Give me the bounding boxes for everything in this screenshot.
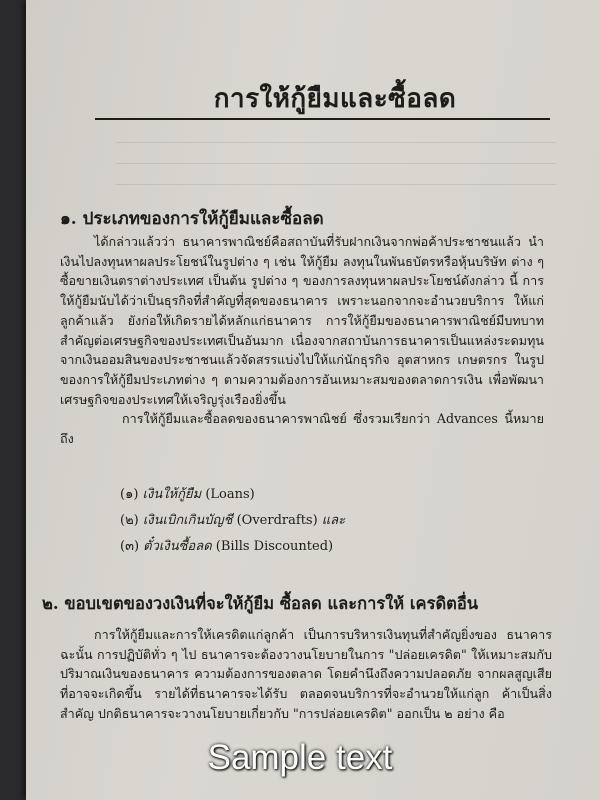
item-thai-term: ตั๋วเงินซื้อลด — [143, 539, 212, 554]
section-1-heading: ๑. ประเภทของการให้กู้ยืมและซื้อลด — [60, 209, 324, 229]
item-number: (๑) — [120, 487, 139, 502]
advance-type-item-1 — [120, 483, 255, 504]
title-underline — [95, 118, 550, 120]
item-thai-term: เงินเบิกเกินบัญชี — [142, 513, 233, 528]
item-english-term: (Bills Discounted) — [215, 539, 334, 554]
advance-type-item-2 — [120, 509, 345, 530]
section-2-paragraph: การให้กู้ยืมและการให้เครดิตแก่ลูกค้า เป็นการบริหารเงินทุนที่สำคัญยิ่งของ ธนาคาร ฉะนั้น การปฏิบัติทั่ว ๆ ไป ธนาคารจะต้องวางนโยบายในการ "ปล่อยเครดิต" ให้เหมาะสมกับปริมาณเงินของธนาคาร ความต้องการของตลาด โดยคำนึงถึงความปลอดภัย จากผลสูญเสียที่อาจจะเกิดขึ้น รายได้ที่ธนาคารจะได้รับ ตลอดจนบริการที่จะอำนวยให้แก่ลูก ค้าเป็นสิ่งสำคัญ ปกติธนาคารจะวางนโยบายเกี่ยวกับ "การปล่อยเครดิต" ออกเป็น ๒ อย่าง คือ — [60, 627, 552, 721]
item-number: (๓) — [120, 539, 140, 554]
section-1-intro-line: การให้กู้ยืมและซื้อลดของธนาคารพาณิชย์ ซึ่งรวมเรียกว่า Advances นี้หมายถึง — [60, 411, 544, 447]
section-1-paragraph: ได้กล่าวแล้วว่า ธนาคารพาณิชย์คือสถาบันที่รับฝากเงินจากพ่อค้าประชาชนแล้ว นำเงินไปลงทุนหาผลประโยชน์ในรูปต่าง ๆ เช่น ให้กู้ยืม ลงทุนในพันธบัตรหรือหุ้นบริษัท ต่าง ๆ ซื้อขายเงินตราต่างประเทศ เป็นต้น รูปต่าง ๆ ของการลงทุนหาผลประโยชน์ดังกล่าว นี้ การให้กู้ยืมนับได้ว่าเป็นธุรกิจที่สำคัญที่สุดของธนาคาร เพราะนอกจากจะอำนวยบริการ ให้แก่ลูกค้าแล้ว ยังก่อให้เกิดรายได้หลักแก่ธนาคาร การให้กู้ยืมของธนาคารพาณิชย์มีบทบาท สำคัญต่อเศรษฐกิจของประเทศเป็นอันมาก เนื่องจากสถาบันการธนาคารเป็นแหล่งระดมทุน จากเงินออมสินของประชาชนแล้วจัดสรรแบ่งไปให้แก่นักธุรกิจ อุตสาหกร เกษตรกร ในรูป ของการให้กู้ยืมประเภทต่าง ๆ ตามความต้องการอันเหมาะสมของตลาดการเงิน เพื่อพัฒนา เศรษฐกิจของประเทศให้เจริญรุ่งเรืองยิ่งขึ้น — [60, 234, 544, 407]
chapter-title: การให้กู้ยืมและซื้อลด — [213, 84, 457, 114]
sample-text-watermark: Sample text — [207, 738, 393, 777]
item-english-term: (Overdrafts) — [236, 513, 318, 528]
section-2-body — [60, 625, 552, 724]
section-1-body — [60, 232, 544, 449]
item-number: (๒) — [120, 513, 139, 528]
advance-type-item-3 — [120, 535, 333, 556]
bleed-through-text — [116, 128, 556, 185]
item-english-term: (Loans) — [205, 487, 255, 502]
section-2-heading: ๒. ขอบเขตของวงเงินที่จะให้กู้ยืม ซื้อลด และการให้ เครดิตอื่น — [42, 594, 479, 613]
item-thai-term: เงินให้กู้ยืม — [142, 487, 202, 502]
item-conjunction: และ — [321, 513, 346, 528]
